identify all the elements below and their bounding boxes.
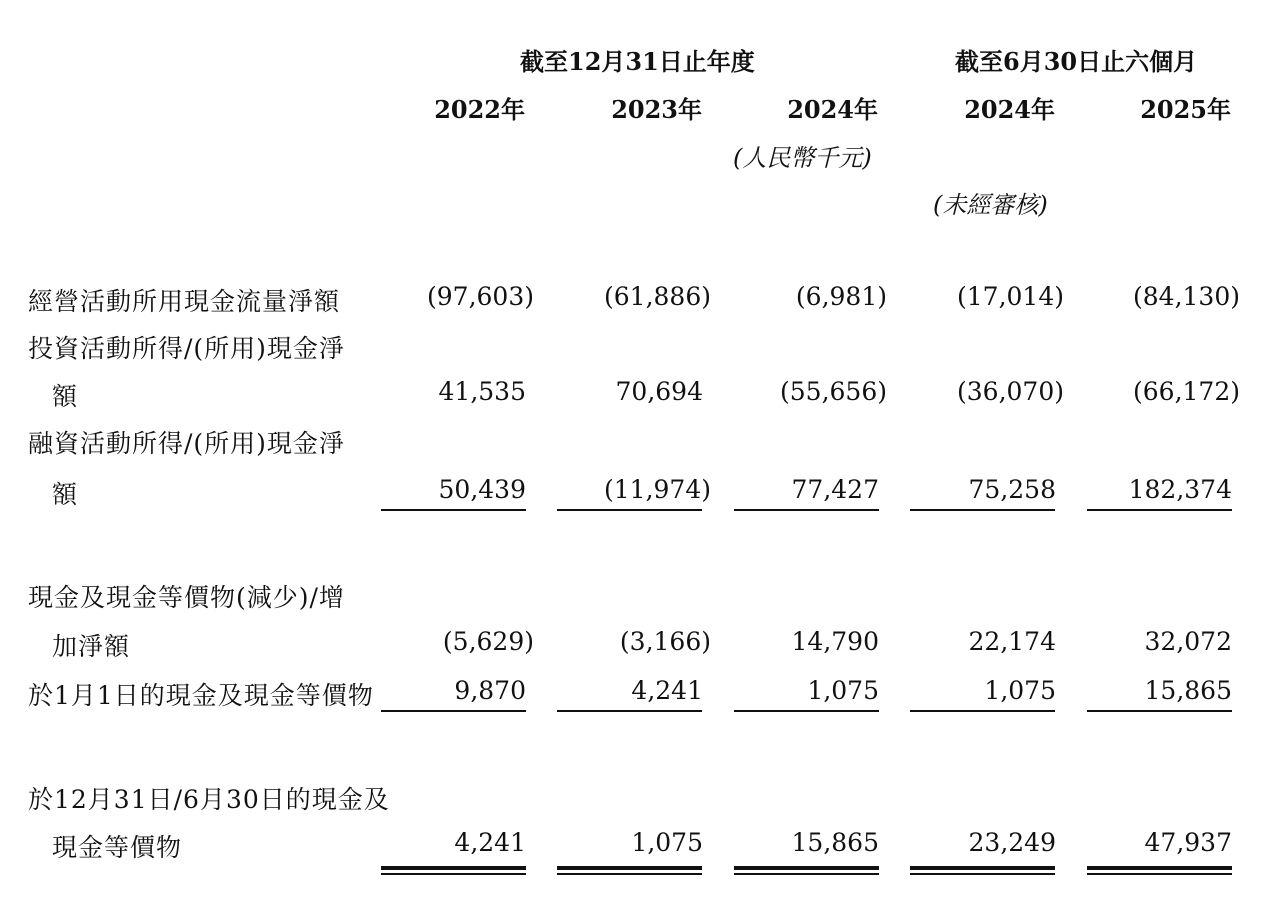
row-opening-value-2022: 9,870 [454, 676, 526, 705]
row-opening-value-2024h1: 1,075 [984, 676, 1056, 705]
row-closing-label-line2: 現金等價物 [52, 833, 183, 862]
row-net-change-label-line1: 現金及現金等價物(減少)/增 [28, 583, 345, 612]
row-financing-value-2022: 50,439 [438, 475, 526, 504]
opening-rule-2023 [557, 710, 702, 712]
opening-rule-2025h1 [1087, 710, 1232, 712]
row-investing-value-2023: 70,694 [615, 377, 703, 406]
row-operating-value-2024: (6,981) [795, 282, 887, 311]
row-net-change-value-2022: (5,629) [442, 627, 534, 656]
opening-rule-2022 [381, 710, 526, 712]
subtotal-rule-2024h1 [910, 509, 1055, 511]
row-opening-label: 於1月1日的現金及現金等價物 [28, 681, 374, 710]
row-net-change-label-line2: 加淨額 [52, 632, 131, 661]
row-investing-value-2025h1: (66,172) [1133, 377, 1240, 406]
total-double-rule-2024 [734, 866, 879, 875]
row-closing-value-2024: 15,865 [791, 828, 879, 857]
row-operating-label: 經營活動所用現金流量淨額 [28, 287, 341, 316]
subtotal-rule-2023 [557, 509, 702, 511]
row-closing-label-line1: 於12月31日/6月30日的現金及 [28, 785, 390, 814]
row-financing-label-line2: 額 [52, 480, 79, 509]
row-investing-label-line2: 額 [52, 382, 79, 411]
row-financing-value-2025h1: 182,374 [1128, 475, 1232, 504]
total-double-rule-2022 [381, 866, 526, 875]
year-header-2023: 2023年 [611, 95, 702, 124]
subtotal-rule-2022 [381, 509, 526, 511]
header-year-ended: 截至12月31日止年度 [520, 47, 755, 76]
opening-rule-2024 [734, 710, 879, 712]
unaudited-note: (未經審核) [933, 191, 1048, 219]
row-net-change-value-2023: (3,166) [619, 627, 711, 656]
row-financing-label-line1: 融資活動所得/(所用)現金淨 [28, 429, 345, 458]
row-investing-value-2024h1: (36,070) [957, 377, 1064, 406]
row-opening-value-2024: 1,075 [807, 676, 879, 705]
year-header-2025: 2025年 [1140, 95, 1231, 124]
year-header-2024-interim: 2024年 [964, 95, 1055, 124]
subtotal-rule-2024 [734, 509, 879, 511]
subtotal-rule-2025h1 [1087, 509, 1232, 511]
row-operating-value-2022: (97,603) [427, 282, 534, 311]
row-financing-value-2023: (11,974) [604, 475, 711, 504]
total-double-rule-2024h1 [910, 866, 1055, 875]
total-double-rule-2023 [557, 866, 702, 875]
row-financing-value-2024: 77,427 [791, 475, 879, 504]
unit-note: (人民幣千元) [733, 144, 872, 172]
row-closing-value-2025h1: 47,937 [1144, 828, 1232, 857]
row-net-change-value-2024: 14,790 [791, 627, 879, 656]
total-double-rule-2025h1 [1087, 866, 1232, 875]
row-opening-value-2025h1: 15,865 [1144, 676, 1232, 705]
row-closing-value-2023: 1,075 [631, 828, 703, 857]
year-header-2022: 2022年 [434, 95, 525, 124]
row-operating-value-2024h1: (17,014) [957, 282, 1064, 311]
row-financing-value-2024h1: 75,258 [968, 475, 1056, 504]
row-closing-value-2024h1: 23,249 [968, 828, 1056, 857]
row-net-change-value-2024h1: 22,174 [968, 627, 1056, 656]
opening-rule-2024h1 [910, 710, 1055, 712]
row-net-change-value-2025h1: 32,072 [1144, 627, 1232, 656]
year-header-2024-annual: 2024年 [787, 95, 878, 124]
header-six-months: 截至6月30日止六個月 [955, 47, 1198, 76]
row-investing-value-2022: 41,535 [438, 377, 526, 406]
row-investing-label-line1: 投資活動所得/(所用)現金淨 [28, 334, 345, 363]
row-opening-value-2023: 4,241 [631, 676, 703, 705]
row-operating-value-2025h1: (84,130) [1133, 282, 1240, 311]
row-closing-value-2022: 4,241 [454, 828, 526, 857]
row-investing-value-2024: (55,656) [780, 377, 887, 406]
row-operating-value-2023: (61,886) [604, 282, 711, 311]
